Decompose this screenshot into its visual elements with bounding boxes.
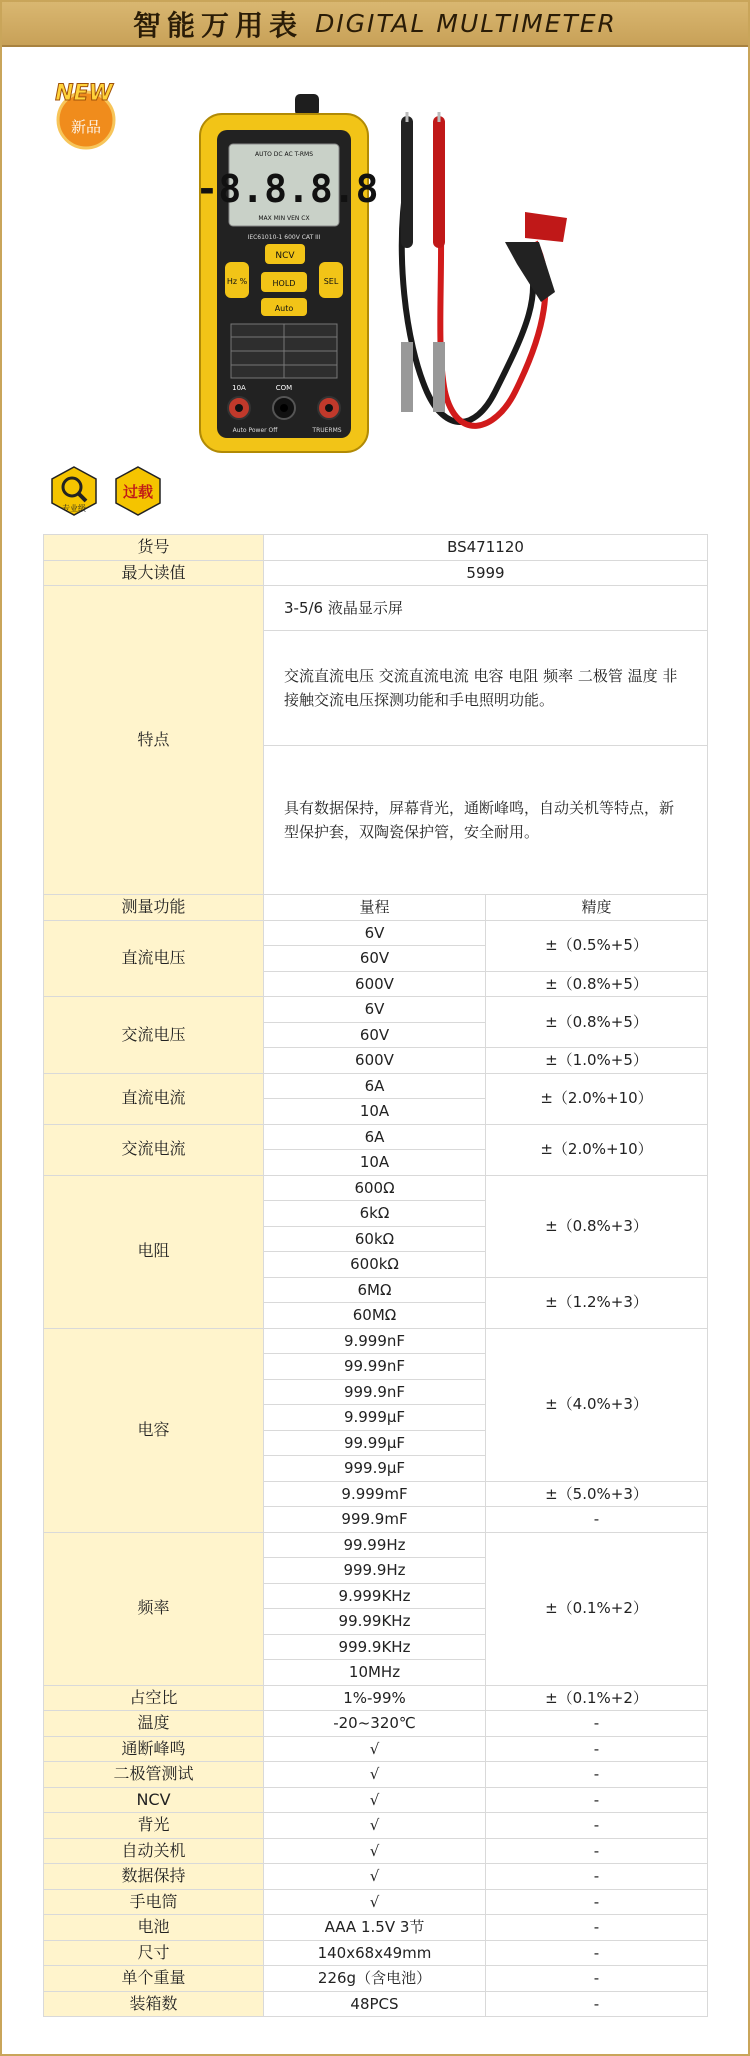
row-accuracy: - — [486, 1762, 708, 1788]
table-row — [44, 1889, 708, 1915]
model-label: 货号 — [44, 535, 264, 561]
row-label: 电池 — [44, 1915, 264, 1941]
col-function-header: 测量功能 — [44, 895, 264, 921]
row-accuracy: - — [486, 1787, 708, 1813]
lcd-top-text: AUTO DC AC T-RMS — [254, 151, 314, 158]
table-row — [44, 1991, 708, 2017]
cert-text: IEC61010-1 600V CAT III — [247, 234, 321, 241]
table-row — [44, 1736, 708, 1762]
row-range: -20~320℃ — [264, 1711, 486, 1737]
cap-accuracy-2: ±（5.0%+3） — [486, 1481, 708, 1507]
cap-label: 电容 — [44, 1328, 264, 1532]
duty-range: 1%-99% — [264, 1685, 486, 1711]
table-row — [44, 1073, 708, 1099]
row-label: NCV — [44, 1787, 264, 1813]
feature-extras: 具有数据保持，屏幕背光，通断峰鸣，自动关机等特点，新型保护套，双陶瓷保护管，安全耐用。 — [264, 746, 708, 895]
row-label: 通断峰鸣 — [44, 1736, 264, 1762]
table-row — [44, 1787, 708, 1813]
row-range: 140x68x49mm — [264, 1940, 486, 1966]
row-label: 单个重量 — [44, 1966, 264, 1992]
cap-range-7: 9.999mF — [264, 1481, 486, 1507]
res-range-5: 6MΩ — [264, 1277, 486, 1303]
cap-range-1: 9.999nF — [264, 1328, 486, 1354]
res-accuracy-1: ±（0.8%+3） — [486, 1175, 708, 1277]
freq-range-2: 999.9Hz — [264, 1558, 486, 1584]
duty-accuracy: ±（0.1%+2） — [486, 1685, 708, 1711]
row-label: 二极管测试 — [44, 1762, 264, 1788]
row-accuracy: - — [486, 1940, 708, 1966]
sel-button[interactable]: SEL — [323, 277, 339, 286]
table-row — [44, 997, 708, 1023]
title-cn: 智能万用表 — [133, 8, 304, 42]
row-accuracy: - — [486, 1838, 708, 1864]
dcv-accuracy-1: ±（0.5%+5） — [486, 920, 708, 971]
table-row — [44, 1762, 708, 1788]
model-value: BS471120 — [264, 535, 708, 561]
freq-range-3: 9.999KHz — [264, 1583, 486, 1609]
row-range: √ — [264, 1838, 486, 1864]
dca-range-1: 6A — [264, 1073, 486, 1099]
table-row — [44, 1532, 708, 1558]
table-row — [44, 1124, 708, 1150]
cap-range-5: 99.99μF — [264, 1430, 486, 1456]
max-reading-value: 5999 — [264, 560, 708, 586]
table-row — [44, 920, 708, 946]
res-accuracy-2: ±（1.2%+3） — [486, 1277, 708, 1328]
row-accuracy: - — [486, 1711, 708, 1737]
table-row — [44, 1711, 708, 1737]
freq-range-6: 10MHz — [264, 1660, 486, 1686]
pro-badge — [48, 465, 100, 517]
row-range: 48PCS — [264, 1991, 486, 2017]
cap-range-4: 9.999μF — [264, 1405, 486, 1431]
acv-range-3: 600V — [264, 1048, 486, 1074]
res-range-3: 60kΩ — [264, 1226, 486, 1252]
jack-com-label: COM — [275, 384, 293, 392]
col-accuracy-header: 精度 — [486, 895, 708, 921]
certification-badges — [48, 465, 164, 517]
multimeter-illustration — [195, 92, 635, 492]
new-badge-cn: 新品 — [70, 118, 102, 136]
cap-range-6: 999.9μF — [264, 1456, 486, 1482]
row-range: √ — [264, 1889, 486, 1915]
dcv-range-3: 600V — [264, 971, 486, 997]
overload-badge-label: 过载 — [122, 483, 154, 501]
freq-range-1: 99.99Hz — [264, 1532, 486, 1558]
cap-accuracy-1: ±（4.0%+3） — [486, 1328, 708, 1481]
table-row — [44, 586, 708, 631]
auto-button[interactable]: Auto — [274, 304, 294, 313]
feature-functions: 交流直流电压 交流直流电流 电容 电阻 频率 二极管 温度 非接触交流电压探测功能和手电照明功能。 — [264, 631, 708, 746]
spec-table — [43, 534, 708, 2017]
hold-button[interactable]: HOLD — [272, 279, 296, 288]
dca-label: 直流电流 — [44, 1073, 264, 1124]
table-row — [44, 1328, 708, 1354]
row-accuracy: - — [486, 1736, 708, 1762]
lcd-bottom-text: MAX MIN VEN CX — [258, 215, 310, 222]
table-header-row — [44, 895, 708, 921]
row-label: 尺寸 — [44, 1940, 264, 1966]
row-accuracy: - — [486, 1966, 708, 1992]
hz-button[interactable]: Hz % — [226, 277, 248, 286]
table-row — [44, 1838, 708, 1864]
table-row — [44, 1915, 708, 1941]
row-accuracy: - — [486, 1813, 708, 1839]
res-range-6: 60MΩ — [264, 1303, 486, 1329]
acv-range-2: 60V — [264, 1022, 486, 1048]
table-row — [44, 1966, 708, 1992]
freq-label: 频率 — [44, 1532, 264, 1685]
row-range: √ — [264, 1864, 486, 1890]
row-accuracy: - — [486, 1915, 708, 1941]
res-range-4: 600kΩ — [264, 1252, 486, 1278]
pro-badge-label: 专业级 — [62, 504, 86, 513]
row-label: 背光 — [44, 1813, 264, 1839]
features-label: 特点 — [44, 586, 264, 895]
dcv-range-2: 60V — [264, 946, 486, 972]
acv-accuracy-2: ±（1.0%+5） — [486, 1048, 708, 1074]
cap-range-8: 999.9mF — [264, 1507, 486, 1533]
row-range: √ — [264, 1762, 486, 1788]
acv-range-1: 6V — [264, 997, 486, 1023]
row-accuracy: - — [486, 1991, 708, 2017]
row-range: √ — [264, 1787, 486, 1813]
aca-range-2: 10A — [264, 1150, 486, 1176]
max-reading-label: 最大读值 — [44, 560, 264, 586]
row-label: 数据保持 — [44, 1864, 264, 1890]
row-range: √ — [264, 1736, 486, 1762]
row-range: AAA 1.5V 3节 — [264, 1915, 486, 1941]
page-header — [2, 2, 748, 47]
row-label: 装箱数 — [44, 1991, 264, 2017]
dcv-accuracy-2: ±（0.8%+5） — [486, 971, 708, 997]
table-row — [44, 1940, 708, 1966]
table-row — [44, 1864, 708, 1890]
col-range-header: 量程 — [264, 895, 486, 921]
new-badge — [34, 76, 134, 156]
new-badge-en: NEW — [55, 81, 113, 106]
table-row — [44, 560, 708, 586]
lcd-digits: -8.8.8.8 — [195, 167, 379, 211]
dcv-range-1: 6V — [264, 920, 486, 946]
row-accuracy: - — [486, 1889, 708, 1915]
freq-range-5: 999.9KHz — [264, 1634, 486, 1660]
res-label: 电阻 — [44, 1175, 264, 1328]
cap-range-2: 99.99nF — [264, 1354, 486, 1380]
cap-range-3: 999.9nF — [264, 1379, 486, 1405]
aca-accuracy: ±（2.0%+10） — [486, 1124, 708, 1175]
dca-range-2: 10A — [264, 1099, 486, 1125]
table-row — [44, 1813, 708, 1839]
dcv-label: 直流电压 — [44, 920, 264, 997]
cap-accuracy-3: - — [486, 1507, 708, 1533]
res-range-2: 6kΩ — [264, 1201, 486, 1227]
row-accuracy: - — [486, 1864, 708, 1890]
feature-display: 3-5/6 液晶显示屏 — [264, 586, 708, 631]
row-label: 自动关机 — [44, 1838, 264, 1864]
freq-range-4: 99.99KHz — [264, 1609, 486, 1635]
jack-10a-label: 10A — [232, 384, 246, 392]
res-range-1: 600Ω — [264, 1175, 486, 1201]
aca-range-1: 6A — [264, 1124, 486, 1150]
table-row — [44, 1685, 708, 1711]
dca-accuracy: ±（2.0%+10） — [486, 1073, 708, 1124]
auto-off-text: Auto Power Off — [232, 427, 278, 434]
test-leads — [401, 112, 567, 426]
title-en: DIGITAL MULTIMETER — [315, 9, 617, 38]
ncv-button[interactable]: NCV — [275, 251, 295, 261]
row-label: 手电筒 — [44, 1889, 264, 1915]
row-range: √ — [264, 1813, 486, 1839]
truerms-text: TRUERMS — [312, 427, 342, 434]
duty-label: 占空比 — [44, 1685, 264, 1711]
acv-label: 交流电压 — [44, 997, 264, 1074]
table-row — [44, 535, 708, 561]
row-label: 温度 — [44, 1711, 264, 1737]
aca-label: 交流电流 — [44, 1124, 264, 1175]
acv-accuracy-1: ±（0.8%+5） — [486, 997, 708, 1048]
row-range: 226g（含电池） — [264, 1966, 486, 1992]
freq-accuracy: ±（0.1%+2） — [486, 1532, 708, 1685]
overload-badge — [112, 465, 164, 517]
table-row — [44, 1175, 708, 1201]
